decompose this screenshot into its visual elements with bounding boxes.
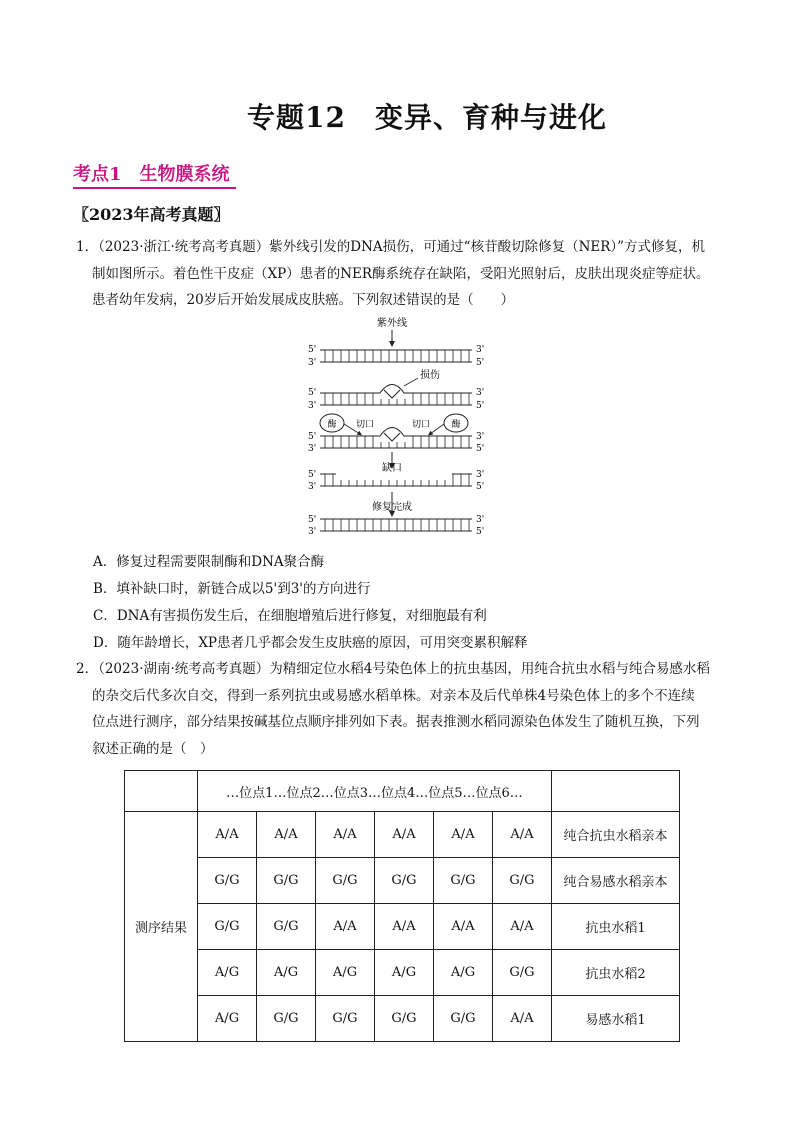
end-5-top-1: 5' — [308, 345, 317, 355]
end-3-bot-2: 3' — [308, 401, 317, 411]
table-cell: G/G — [375, 996, 434, 1042]
table-cell: G/G — [375, 858, 434, 904]
table-row — [125, 904, 680, 950]
table-cell: A/A — [316, 812, 375, 858]
end-5-bot-4: 5' — [476, 482, 485, 492]
question-2-stem — [76, 656, 736, 762]
table-cell: G/G — [257, 858, 316, 904]
end-3-bot-5: 3' — [308, 527, 317, 537]
table-row-label: 纯合易感水稻亲本 — [552, 858, 680, 904]
table-header-positions: …位点1…位点2…位点3…位点4…位点5…位点6… — [198, 771, 552, 812]
end-3-top-2: 3' — [476, 388, 485, 398]
end-5-top-5: 5' — [308, 515, 317, 525]
q1-line-3: 患者幼年发病，20岁后开始发展成皮肤癌。下列叙述错误的是（ ） — [92, 292, 515, 308]
table-corner — [125, 771, 198, 812]
table-cell: G/G — [434, 996, 493, 1042]
end-5-bot-5: 5' — [476, 527, 485, 537]
q2-line-3: 位点进行测序，部分结果按碱基位点顺序排列如下表。据表推测水稻同源染色体发生了随机互换，下列 — [92, 714, 700, 730]
table-cell: G/G — [316, 858, 375, 904]
table-cell: A/G — [316, 950, 375, 996]
page-title: 专题12 变异、育种与进化 — [247, 101, 607, 134]
table-cell: A/A — [375, 812, 434, 858]
table-cell: G/G — [316, 996, 375, 1042]
table-cell: A/A — [434, 904, 493, 950]
end-5-bot-1: 5' — [476, 358, 485, 368]
end-5-bot-3: 5' — [476, 444, 485, 454]
uv-label: 紫外线 — [377, 318, 407, 329]
table-cell: G/G — [493, 858, 552, 904]
table-row — [125, 996, 680, 1042]
table-cell: A/A — [316, 904, 375, 950]
q2-line-4: 叙述正确的是（ ） — [92, 740, 214, 757]
table-cell: G/G — [493, 950, 552, 996]
end-3-top-5: 3' — [476, 515, 485, 525]
end-3-bot-4: 3' — [308, 482, 317, 492]
q2-line-2: 的杂交后代多次自交，得到一系列抗虫或易感水稻单株。对亲本及后代单株4号染色体上的多个不连续 — [92, 687, 695, 704]
cut-right-label: 切口 — [412, 420, 431, 430]
table-row — [125, 812, 680, 858]
table-cell: A/G — [375, 950, 434, 996]
table-cell: A/G — [434, 950, 493, 996]
section-heading: 考点1 生物膜系统 — [73, 160, 236, 189]
enzyme-left-label: 酶 — [327, 420, 337, 430]
end-3-bot-3: 3' — [308, 444, 317, 454]
sequencing-table — [124, 770, 680, 1042]
table-row-head: 测序结果 — [125, 812, 198, 1042]
table-row-label: 纯合抗虫水稻亲本 — [552, 812, 680, 858]
table-cell: A/A — [257, 812, 316, 858]
table-cell: A/G — [198, 996, 257, 1042]
q1-line-2: 制如图所示。着色性干皮症（XP）患者的NER酶系统存在缺陷，受阳光照射后，皮肤出现炎症等症状。 — [92, 265, 710, 282]
table-row — [125, 950, 680, 996]
table-cell: A/G — [257, 950, 316, 996]
cut-left-label: 切口 — [356, 420, 375, 430]
done-label: 修复完成 — [372, 502, 412, 513]
table-header-blank — [552, 771, 680, 812]
table-cell: G/G — [198, 904, 257, 950]
table-cell: A/A — [493, 996, 552, 1042]
q1-option-a: A．修复过程需要限制酶和DNA聚合酶 — [93, 554, 325, 570]
table-row-label: 易感水稻1 — [552, 996, 680, 1042]
year-label: 〖2023年高考真题〗 — [73, 205, 230, 224]
end-5-top-2: 5' — [308, 388, 317, 398]
table-row-label: 抗虫水稻1 — [552, 904, 680, 950]
end-5-top-4: 5' — [308, 470, 317, 480]
end-5-top-3: 5' — [308, 432, 317, 442]
q1-option-c: C．DNA有害损伤发生后，在细胞增殖后进行修复，对细胞最有利 — [93, 608, 487, 624]
dna-repair-diagram — [300, 316, 500, 540]
end-3-top-4: 3' — [476, 470, 485, 480]
table-row — [125, 858, 680, 904]
table-cell: A/A — [493, 904, 552, 950]
table-cell: A/A — [493, 812, 552, 858]
table-cell: A/A — [434, 812, 493, 858]
end-3-top-3: 3' — [476, 432, 485, 442]
table-cell: G/G — [257, 996, 316, 1042]
table-cell: A/G — [198, 950, 257, 996]
table-row-label: 抗虫水稻2 — [552, 950, 680, 996]
table-cell: G/G — [434, 858, 493, 904]
damage-label: 损伤 — [420, 370, 440, 381]
q1-option-d: D．随年龄增长，XP患者几乎都会发生皮肤癌的原因，可用突变累积解释 — [93, 635, 528, 651]
question-1-stem — [76, 234, 736, 314]
q2-line-1: 2．（2023·湖南·统考高考真题）为精细定位水稻4号染色体上的抗虫基因，用纯合抗虫水稻与纯合易感水稻 — [76, 661, 710, 677]
end-5-bot-2: 5' — [476, 401, 485, 411]
table-cell: G/G — [198, 858, 257, 904]
table-cell: A/A — [375, 904, 434, 950]
end-3-top-1: 3' — [476, 345, 485, 355]
gap-label: 缺口 — [382, 463, 402, 474]
end-3-bot-1: 3' — [308, 358, 317, 368]
table-cell: A/A — [198, 812, 257, 858]
table-cell: G/G — [257, 904, 316, 950]
enzyme-right-label: 酶 — [451, 420, 461, 430]
q1-option-b: B．填补缺口时，新链合成以5'到3'的方向进行 — [93, 581, 371, 597]
q1-line-1: 1．（2023·浙江·统考高考真题）紫外线引发的DNA损伤，可通过“核苷酸切除修复（NER）”方式修复，机 — [76, 239, 706, 255]
